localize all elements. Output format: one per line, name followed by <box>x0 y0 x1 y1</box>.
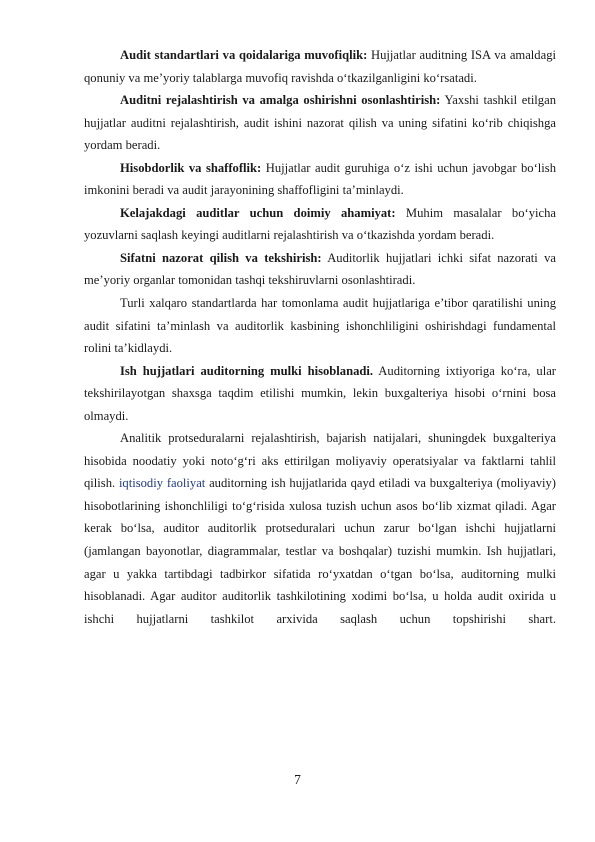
economic-activity-link[interactable]: iqtisodiy faoliyat <box>118 476 206 491</box>
paragraph-heading: Auditni rejalashtirish va amalga oshirishni osonlashtirish: <box>120 93 441 108</box>
document-page <box>84 44 556 630</box>
paragraph-body: Hujjatlar audit guruhiga o‘z ishi uchun javobgar bo‘lish imkonini beradi va audit jarayonining shaffofligini ta’minlaydi. <box>84 160 556 198</box>
paragraph-heading: Kelajakdagi auditlar uchun doimiy ahamiyat: <box>120 205 396 220</box>
paragraph-working-papers-property <box>84 360 556 428</box>
paragraph-heading: Sifatni nazorat qilish va tekshirish: <box>120 250 322 265</box>
paragraph-body: Hujjatlar auditning ISA va amaldagi qonuniy va me’yoriy talablarga muvofiq ravishda o‘tkazilganligini ko‘rsatadi. <box>84 48 556 85</box>
page-number: 7 <box>294 772 301 787</box>
paragraph-body-start: Analitik protseduralarni rejalashtirish, bajarish natijalari, shuningdek buxgalteriya hisobida noodatiy yoki noto‘g‘ri aks ettirilgan moliyaviy operatsiyalar va faktlarni tahlil qilish. <box>84 431 556 491</box>
paragraph-audit-planning <box>84 89 556 157</box>
paragraph-international-standards <box>84 292 556 360</box>
paragraph-body: Auditorning ixtiyoriga ko‘ra, ular tekshirilayotgan shaxsga taqdim etilishi mumkin, lekin buxgalteriya hisobi o‘rnini bosa olmaydi. <box>84 363 557 423</box>
paragraph-heading: Hisobdorlik va shaffoflik: <box>120 160 262 175</box>
paragraph-body: Muhim masalalar bo‘yicha yozuvlarni saqlash keyingi auditlarni rejalashtirish va o‘tkazishda yordam beradi. <box>84 205 556 243</box>
paragraph-body: Turli xalqaro standartlarda har tomonlama audit hujjatlariga e’tibor qaratilishi uning audit sifatini ta’minlash va auditorlik kasbining ishonchliligini oshirishdagi fundamental rolini ta’kidlaydi. <box>84 296 556 356</box>
paragraph-heading: Audit standartlari va qoidalariga muvofiqlik: <box>120 48 368 62</box>
paragraph-accountability <box>84 157 556 202</box>
paragraph-quality-control <box>84 247 556 292</box>
paragraph-body: Yaxshi tashkil etilgan hujjatlar auditni rejalashtirish, audit ishini nazorat qilish va uning sifatini ko‘rib chiqishga yordam beradi. <box>84 93 556 153</box>
paragraph-audit-standards <box>84 44 556 89</box>
paragraph-future-audits <box>84 202 556 247</box>
paragraph-analytical-procedures <box>84 427 556 630</box>
paragraph-body: Auditorlik hujjatlari ichki sifat nazorati va me’yoriy organlar tomonidan tashqi tekshiruvlarni osonlashtiradi. <box>84 250 557 288</box>
paragraph-body-end: auditorning ish hujjatlarida qayd etiladi va buxgalteriya (moliyaviy) hisobotlarining ishonchliligi to‘g‘risida xulosa tuzish uchun asos bo‘lib xizmat qiladi. Agar kerak bo‘lsa, auditor auditorlik protseduralari uchun zarur bo‘lgan ishchi hujjatlarni (jamlangan bayonotlar, diagrammalar, testlar va boshqalar) tuzishi mumkin. Ish hujjatlari, agar u yakka tartibdagi tadbirkor sifatida ro‘yxatdan o‘tgan bo‘lsa, auditorning mulki hisoblanadi. Agar auditor auditorlik tashkilotining xodimi bo‘lsa, u holda audit oxirida u ishchi hujjatlarni tashkilot arxivida saqlash uchun topshirishi shart. <box>84 476 556 626</box>
paragraph-heading: Ish hujjatlari auditorning mulki hisoblanadi. <box>120 363 374 378</box>
